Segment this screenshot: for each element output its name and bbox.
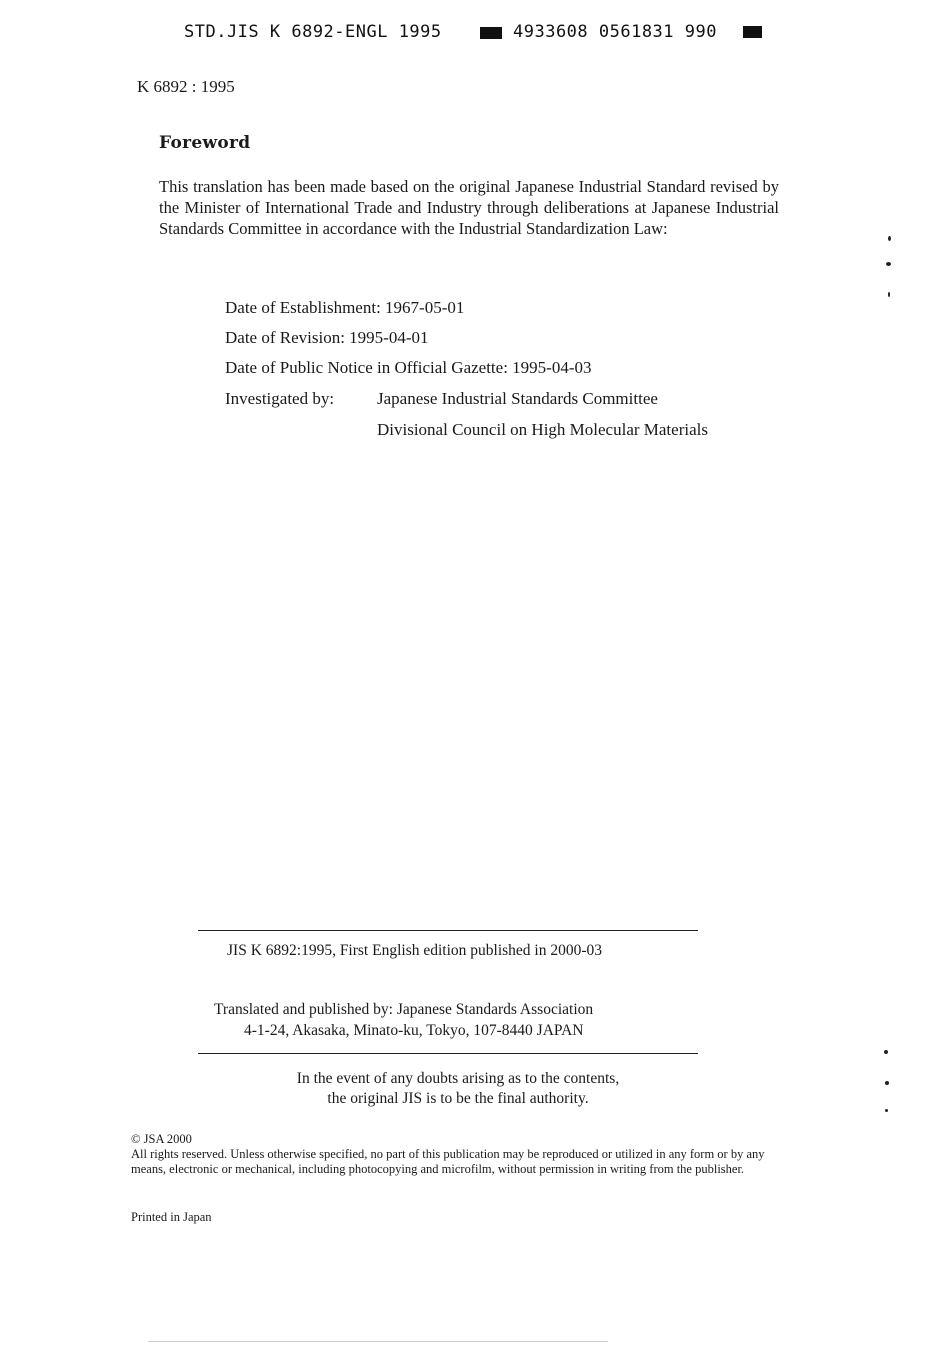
scan-speck: [886, 262, 891, 266]
rights-statement: All rights reserved. Unless otherwise specified, no part of this publication may be reproduced or utilized in any form or by any means, electronic or mechanical, including photocopying and microfilm, without permission in writing from the publisher.: [131, 1147, 765, 1176]
authority-line-1: In the event of any doubts arising as to the contents,: [296, 1070, 620, 1087]
scan-speck: [888, 292, 890, 297]
header-numbers: 4933608 0561831 990: [513, 22, 717, 42]
foreword-heading: Foreword: [159, 133, 251, 153]
investigating-council: Divisional Council on High Molecular Materials: [377, 420, 708, 439]
scan-speck: [885, 1081, 889, 1085]
scan-edge-line: [148, 1341, 608, 1342]
header-bar-mark-end: [743, 26, 762, 38]
header-bar-mark: [480, 27, 502, 39]
copyright-block: [131, 1132, 771, 1177]
translated-by: Translated and published by: Japanese Standards Association: [214, 1001, 594, 1018]
scan-speck: [888, 236, 891, 241]
investigating-committee: Japanese Industrial Standards Committee: [377, 389, 658, 408]
header-code: STD.JIS K 6892-ENGL 1995: [184, 22, 442, 42]
establishment-date: Date of Establishment: 1967-05-01: [225, 298, 465, 317]
copyright-notice: © JSA 2000: [131, 1132, 192, 1146]
printed-location: Printed in Japan: [131, 1210, 212, 1224]
top-divider: [198, 930, 698, 931]
scan-speck: [884, 1050, 888, 1054]
public-notice-date: Date of Public Notice in Official Gazette: 1995-04-03: [225, 358, 592, 377]
edition-note: JIS K 6892:1995, First English edition published in 2000-03: [227, 942, 603, 959]
bottom-divider: [198, 1053, 698, 1054]
investigated-by-label: Investigated by:: [225, 389, 335, 408]
revision-date: Date of Revision: 1995-04-01: [225, 328, 429, 347]
authority-line-2: the original JIS is to be the final authority.: [327, 1090, 589, 1107]
scan-speck: [885, 1109, 888, 1112]
publisher-address: 4-1-24, Akasaka, Minato-ku, Tokyo, 107-8440 JAPAN: [244, 1022, 584, 1039]
foreword-paragraph: This translation has been made based on the original Japanese Industrial Standard revised by the Minister of International Trade and Industry through deliberations at Japanese Industrial Standards Committee in accordance with the Industrial Standardization Law:: [159, 177, 779, 238]
document-number: K 6892 : 1995: [137, 77, 235, 96]
